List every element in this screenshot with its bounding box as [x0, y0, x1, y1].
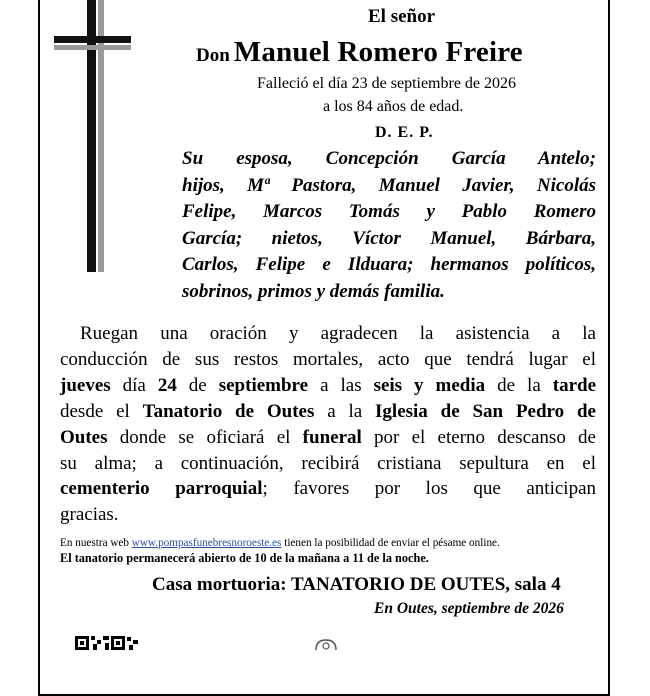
- bold-date: 24: [157, 374, 177, 396]
- opening-hours: El tanatorio permanecerá abierto de 10 de la mañana a 11 de la noche.: [60, 551, 429, 565]
- body-line: desde el Tanatorio de Outes a la Iglesia de San Pedro de: [60, 400, 596, 422]
- deceased-name: [196, 36, 523, 69]
- intro-text: El señor: [368, 6, 436, 27]
- title-prefix: Don: [196, 45, 230, 66]
- dep-text: D. E. P.: [375, 124, 434, 141]
- bold-time: seis y media: [373, 374, 486, 396]
- death-date-line: Falleció el día 23 de septiembre de 2026: [257, 75, 517, 92]
- body-line: jueves día 24 de septiembre a las seis y media de la tarde: [60, 374, 597, 396]
- body-line: Ruegan una oración y agradecen la asistencia a la: [80, 323, 596, 344]
- family-line: Su esposa, Concepción García Antelo;: [182, 148, 596, 169]
- bold-origin: Tanatorio de Outes: [142, 400, 315, 422]
- body-line: conducción de sus restos mortales, acto que tendrá lugar el: [60, 348, 596, 370]
- web-note: En nuestra web www.pompasfunebresnoroeste.es tienen la posibilidad de enviar el pésame online.: [60, 537, 500, 549]
- family-list: [182, 146, 596, 306]
- body-line: gracias.: [60, 504, 119, 526]
- bold-cemetery: cementerio parroquial: [60, 478, 263, 500]
- family-line: hijos, Mª Pastora, Manuel Javier, Nicolás: [182, 174, 596, 196]
- emblem-logo-icon: [312, 638, 340, 650]
- family-line: García; nietos, Víctor Manuel, Bárbara,: [182, 227, 596, 249]
- body-line: Outes donde se oficiará el funeral por el eterno descanso de: [60, 426, 596, 448]
- bold-day: jueves: [60, 374, 111, 396]
- place-date: En Outes, septiembre de 2026: [374, 600, 564, 617]
- family-line: Felipe, Marcos Tomás y Pablo Romero: [182, 201, 596, 223]
- mortuary-location: Casa mortuoria: TANATORIO DE OUTES, sala 4: [152, 574, 561, 595]
- family-line: sobrinos, primos y demás familia.: [182, 280, 445, 302]
- ceremony-paragraph: [60, 321, 596, 528]
- website-link[interactable]: www.pompasfunebresnoroeste.es: [131, 537, 282, 549]
- age-line: a los 84 años de edad.: [323, 98, 464, 115]
- body-line: cementerio parroquial; favores por los que anticipan: [60, 478, 596, 500]
- bold-period: tarde: [552, 374, 597, 396]
- latin-cross-icon: [54, 0, 134, 300]
- bold-month: septiembre: [218, 374, 309, 396]
- family-line: Carlos, Felipe e Ilduara; hermanos políticos,: [182, 254, 596, 276]
- bold-town: Outes: [60, 426, 108, 448]
- body-line: su alma; a continuación, recibirá cristiana sepultura en el: [60, 452, 596, 474]
- bold-church: Iglesia de San Pedro de: [375, 400, 596, 422]
- full-name: Manuel Romero Freire: [233, 36, 523, 68]
- bold-funeral: funeral: [302, 426, 362, 448]
- qr-code-icon[interactable]: [75, 634, 139, 650]
